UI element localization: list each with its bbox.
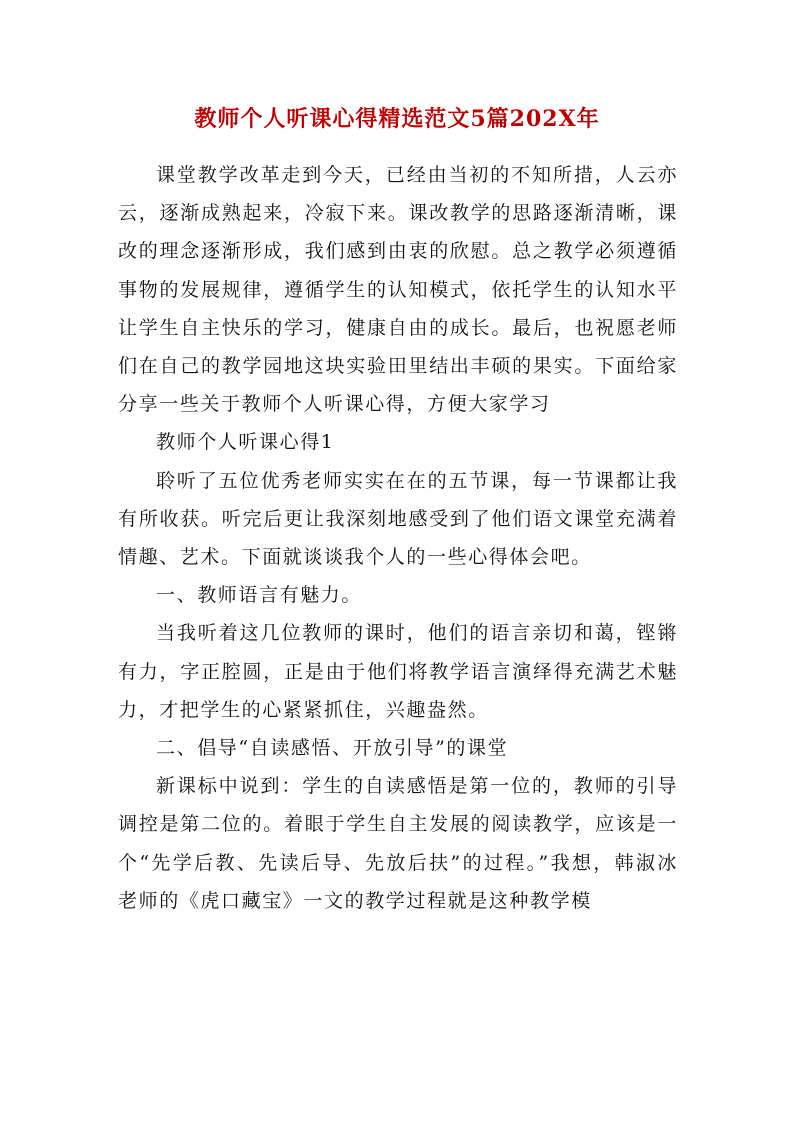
- intro-paragraph: 课堂教学改革走到今天，已经由当初的不知所措，人云亦云，逐渐成熟起来，冷寂下来。课改教学的思路逐渐清晰，课改的理念逐渐形成，我们感到由衷的欣慰。总之教学必须遵循事物的发展规律，遵循学生的认知模式，依托学生的认知水平让学生自主快乐的学习，健康自由的成长。最后，也祝愿老师们在自己的教学园地这块实验田里结出丰硕的果实。下面给家分享一些关于教师个人听课心得，方便大家学习: [118, 164, 678, 416]
- section-heading: 教师个人听课心得1: [156, 431, 335, 454]
- body-paragraph: 聆听了五位优秀老师实实在在的五节课，每一节课都让我有所收获。听完后更让我深刻地感受到了他们语文课堂充满着情趣、艺术。下面就谈谈我个人的一些心得体会吧。: [118, 469, 678, 569]
- body-paragraph: 新课标中说到：学生的自读感悟是第一位的，教师的引导调控是第二位的。着眼于学生自主发展的阅读教学，应该是一个“先学后教、先读后导、先放后扶”的过程。”我想，韩淑冰老师的《虎口藏宝》一文的教学过程就是这种教学模: [118, 775, 678, 912]
- subsection-heading: 一、教师语言有魅力。: [156, 584, 363, 607]
- document-body: [118, 156, 678, 920]
- body-paragraph: 当我听着这几位教师的课时，他们的语言亲切和蔼，铿锵有力，字正腔圆，正是由于他们将教学语言演绎得充满艺术魅力，才把学生的心紧紧抓住，兴趣盎然。: [118, 622, 678, 721]
- subsection-heading: 二、倡导“自读感悟、开放引导”的课堂: [156, 737, 509, 760]
- document-title: 教师个人听课心得精选范文5篇202X年: [194, 106, 600, 132]
